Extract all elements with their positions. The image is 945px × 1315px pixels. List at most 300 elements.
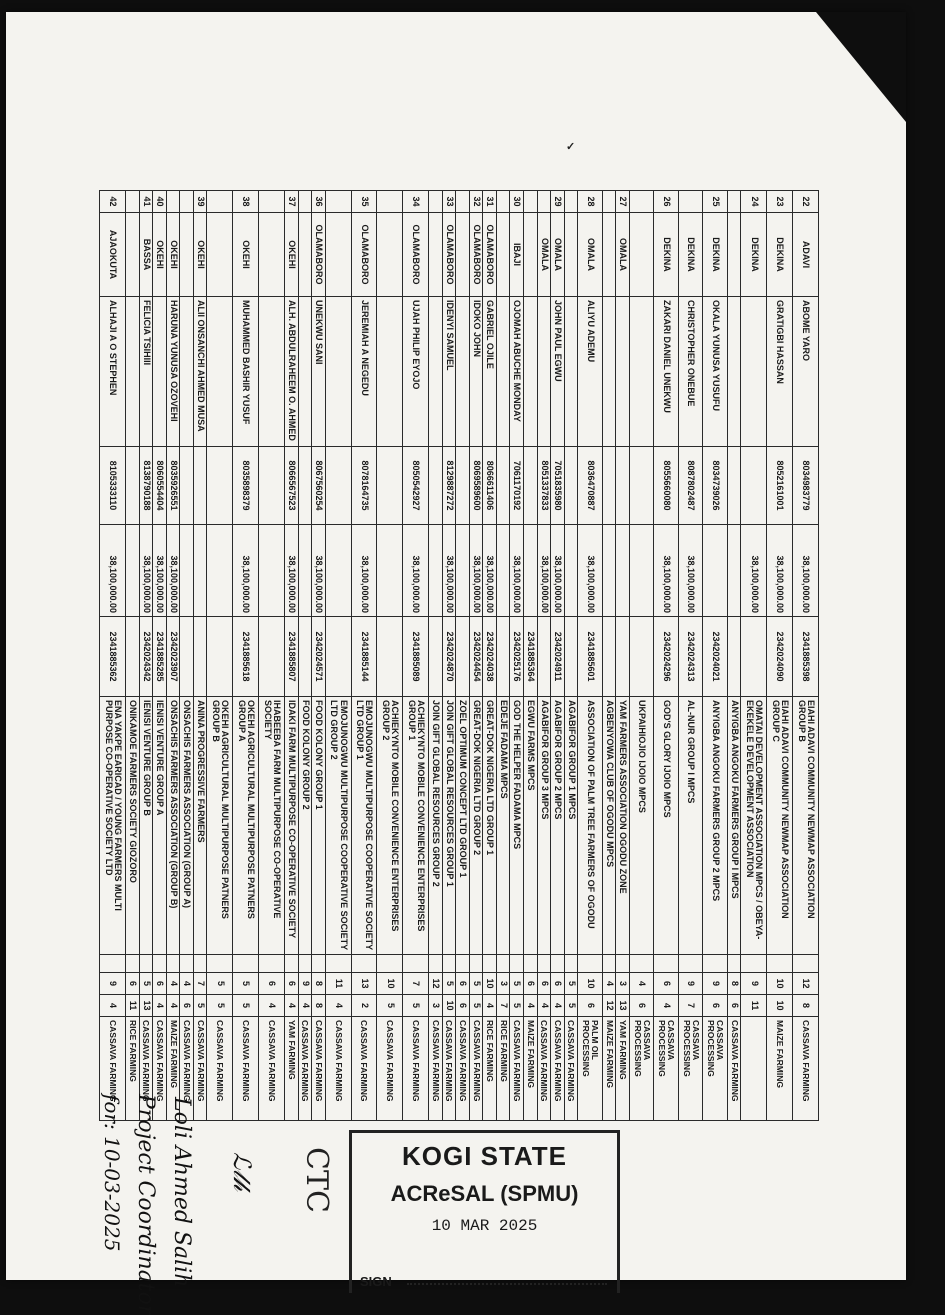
- id-cell: 2341885618: [233, 617, 259, 697]
- lga-cell: [180, 213, 194, 297]
- amount-cell: [259, 525, 285, 617]
- group-name-cell: GOD THE HELPER FADAMA MPCS: [510, 697, 524, 955]
- blank-cell: [537, 955, 551, 973]
- group-name-cell: YAM FARMERS ASSOCIATION OGODU ZONE: [616, 697, 630, 955]
- id-cell: 2341885089: [403, 617, 429, 697]
- table-row: [298, 191, 312, 1121]
- handwritten-title: Project Coordinator: [133, 1094, 158, 1315]
- men-count-cell: 5: [207, 973, 233, 995]
- amount-cell: 38,100,000.00: [793, 525, 819, 617]
- amount-cell: 38,100,000.00: [510, 525, 524, 617]
- id-cell: [298, 617, 312, 697]
- lga-cell: OKEHI: [285, 213, 299, 297]
- amount-cell: 38,100,000.00: [403, 525, 429, 617]
- women-count-cell: 11: [741, 995, 767, 1017]
- women-count-cell: 10: [767, 995, 793, 1017]
- men-count-cell: 10: [483, 973, 497, 995]
- lga-cell: [259, 213, 285, 297]
- men-count-cell: 9: [703, 973, 728, 995]
- blank-cell: [767, 955, 793, 973]
- amount-cell: [429, 525, 443, 617]
- men-count-cell: 8: [312, 973, 326, 995]
- men-count-cell: 5: [233, 973, 259, 995]
- group-name-cell: AGABIFOR GROUP 2 MPCS: [551, 697, 565, 955]
- id-cell: 2342023907: [166, 617, 180, 697]
- stamp-sign-label: SIGN: [360, 1274, 392, 1289]
- group-name-cell: IDAKI FARM MULTIPURPOSE CO-OPERATIVE SOCIETY: [285, 697, 299, 955]
- sn-cell: [259, 191, 285, 213]
- group-name-cell: AGABIFOR GROUP 3 MPCS: [537, 697, 551, 955]
- sn-cell: 26: [654, 191, 679, 213]
- group-name-cell: GREAT-DOK NIGERIA LTD GROUP 1: [483, 697, 497, 955]
- activity-cell: CASSAVA FARMING: [100, 1017, 126, 1121]
- group-name-cell: JOIN GIFT GLOBAL RESOURCES GROUP 1: [442, 697, 456, 955]
- sn-cell: 22: [793, 191, 819, 213]
- sn-cell: 32: [469, 191, 483, 213]
- phone-cell: [193, 447, 207, 525]
- phone-cell: [524, 447, 538, 525]
- amount-cell: 38,100,000.00: [578, 525, 603, 617]
- table-row: [285, 191, 299, 1121]
- id-cell: [741, 617, 767, 697]
- stamp-date: 10 MAR 2025: [431, 1217, 538, 1235]
- name-cell: ALIYU ADEMU: [578, 297, 603, 447]
- lga-cell: [325, 213, 351, 297]
- women-count-cell: 6: [703, 995, 728, 1017]
- table-body: [100, 191, 819, 1121]
- activity-cell: PALM OIL PROCESSING: [578, 1017, 603, 1121]
- phone-cell: [377, 447, 403, 525]
- women-count-cell: 5: [377, 995, 403, 1017]
- activity-cell: MAIZE FARMING: [602, 1017, 616, 1121]
- group-name-cell: EIAHI ADAVI COMMUNITY NEWMAP ASSOCIATION GROUP C: [767, 697, 793, 955]
- name-cell: HARUNA YUNUSA OZOVEHI: [166, 297, 180, 447]
- amount-cell: [180, 525, 194, 617]
- name-cell: ALHAJI A O STEPHEN: [100, 297, 126, 447]
- women-count-cell: 4: [166, 995, 180, 1017]
- phone-cell: 8034983779: [793, 447, 819, 525]
- id-cell: 2341885362: [100, 617, 126, 697]
- amount-cell: 38,100,000.00: [139, 525, 153, 617]
- amount-cell: [564, 525, 578, 617]
- activity-cell: CASSAVA FARMING: [727, 1017, 741, 1121]
- lga-cell: [126, 213, 140, 297]
- name-cell: [496, 297, 510, 447]
- sn-cell: [429, 191, 443, 213]
- blank-cell: [351, 955, 377, 973]
- group-name-cell: ANYIGBA ANGOKU FARMERS GROUP 2 MPCS: [703, 697, 728, 955]
- activity-cell: CASSAVA PROCESSING: [629, 1017, 654, 1121]
- id-cell: [602, 617, 616, 697]
- id-cell: [259, 617, 285, 697]
- activity-cell: CASSAVA FARMING: [456, 1017, 470, 1121]
- amount-cell: 38,100,000.00: [483, 525, 497, 617]
- lga-cell: [629, 213, 654, 297]
- activity-cell: RICE FARMING: [496, 1017, 510, 1121]
- phone-cell: 8034739026: [703, 447, 728, 525]
- id-cell: 2342024571: [312, 617, 326, 697]
- activity-cell: CASSAVA FARMING: [377, 1017, 403, 1121]
- blank-cell: [602, 955, 616, 973]
- name-cell: GRATIGBI HASSAN: [767, 297, 793, 447]
- group-name-cell: EDEJE FADAMA MPCS: [496, 697, 510, 955]
- id-cell: 2342024342: [139, 617, 153, 697]
- name-cell: [629, 297, 654, 447]
- activity-cell: MAIZE FARMING: [524, 1017, 538, 1121]
- phone-cell: [496, 447, 510, 525]
- blank-cell: [578, 955, 603, 973]
- table-row: [678, 191, 703, 1121]
- blank-cell: [298, 955, 312, 973]
- blank-cell: [100, 955, 126, 973]
- table-row: [139, 191, 153, 1121]
- men-count-cell: 5: [442, 973, 456, 995]
- women-count-cell: 5: [403, 995, 429, 1017]
- name-cell: [564, 297, 578, 447]
- id-cell: 2342024090: [767, 617, 793, 697]
- sn-cell: [678, 191, 703, 213]
- activity-cell: CASSAVA FARMING: [180, 1017, 194, 1121]
- activity-cell: CASSAVA FARMING: [469, 1017, 483, 1121]
- lga-cell: [298, 213, 312, 297]
- name-cell: ALII ONSANCHI AHMED MUSA: [193, 297, 207, 447]
- amount-cell: 38,100,000.00: [678, 525, 703, 617]
- table-row: [524, 191, 538, 1121]
- amount-cell: [377, 525, 403, 617]
- table-row: [537, 191, 551, 1121]
- women-count-cell: 3: [429, 995, 443, 1017]
- blank-cell: [166, 955, 180, 973]
- activity-cell: RICE FARMING: [483, 1017, 497, 1121]
- group-name-cell: ASSOCIATION OF PALM TREE FARMERS OF OGODU: [578, 697, 603, 955]
- lga-cell: OKEHI: [233, 213, 259, 297]
- name-cell: [126, 297, 140, 447]
- phone-cell: [616, 447, 630, 525]
- lga-cell: [727, 213, 741, 297]
- signature-scribble: ℒ𝓁𝒽: [228, 1152, 256, 1192]
- blank-cell: [442, 955, 456, 973]
- id-cell: [193, 617, 207, 697]
- sn-cell: 31: [483, 191, 497, 213]
- id-cell: 2342024313: [678, 617, 703, 697]
- amount-cell: [456, 525, 470, 617]
- table-row: [602, 191, 616, 1121]
- sn-cell: [166, 191, 180, 213]
- amount-cell: 38,100,000.00: [469, 525, 483, 617]
- blank-cell: [233, 955, 259, 973]
- group-name-cell: GREAT-DOK NIGERIA LTD GROUP 2: [469, 697, 483, 955]
- men-count-cell: 8: [727, 973, 741, 995]
- lga-cell: [564, 213, 578, 297]
- beneficiary-table-rotated: [99, 190, 819, 1120]
- table-row: [429, 191, 443, 1121]
- group-name-cell: OKEHI AGRICULTURAL MULTIPURPOSE PATNERS GROUP A: [233, 697, 259, 955]
- men-count-cell: 6: [537, 973, 551, 995]
- women-count-cell: 13: [139, 995, 153, 1017]
- sn-cell: [564, 191, 578, 213]
- sn-cell: 40: [153, 191, 167, 213]
- lga-cell: OLAMABORO: [351, 213, 377, 297]
- sn-cell: 28: [578, 191, 603, 213]
- sn-cell: 30: [510, 191, 524, 213]
- group-name-cell: ONSACHIS FARMERS ASSOCIATION (GROUP B): [166, 697, 180, 955]
- phone-cell: 8067560254: [312, 447, 326, 525]
- phone-cell: [298, 447, 312, 525]
- name-cell: ZAKARI DANIEL UNEKWU: [654, 297, 679, 447]
- men-count-cell: 5: [510, 973, 524, 995]
- activity-cell: CASSAVA FARMING: [351, 1017, 377, 1121]
- table-row: [180, 191, 194, 1121]
- lga-cell: DEKINA: [741, 213, 767, 297]
- lga-cell: OLAMABORO: [469, 213, 483, 297]
- sn-cell: 35: [351, 191, 377, 213]
- women-count-cell: 4: [153, 995, 167, 1017]
- activity-cell: CASSAVA FARMING: [207, 1017, 233, 1121]
- blank-cell: [524, 955, 538, 973]
- phone-cell: 7061170192: [510, 447, 524, 525]
- activity-cell: CASSAVA FARMING: [429, 1017, 443, 1121]
- blank-cell: [180, 955, 194, 973]
- activity-cell: CASSAVA FARMING: [564, 1017, 578, 1121]
- group-name-cell: IHABEEBA FARM MULTIPURPOSE CO-OPERATIVE SOCIETY: [259, 697, 285, 955]
- id-cell: 2342024296: [654, 617, 679, 697]
- id-cell: 2342024454: [469, 617, 483, 697]
- sn-cell: 37: [285, 191, 299, 213]
- amount-cell: [325, 525, 351, 617]
- id-cell: 2341885807: [285, 617, 299, 697]
- name-cell: ALH. ABDULRAHEEM O. AHMED: [285, 297, 299, 447]
- men-count-cell: 9: [678, 973, 703, 995]
- document-page: [6, 12, 906, 1315]
- sn-cell: [180, 191, 194, 213]
- lga-cell: OKEHI: [153, 213, 167, 297]
- amount-cell: [727, 525, 741, 617]
- group-name-cell: FOOD KOLONY GROUP 1: [312, 697, 326, 955]
- lga-cell: OKEHI: [166, 213, 180, 297]
- id-cell: [564, 617, 578, 697]
- lga-cell: IBAJI: [510, 213, 524, 297]
- phone-cell: 8066567523: [285, 447, 299, 525]
- lga-cell: AJAOKUTA: [100, 213, 126, 297]
- name-cell: FELICIA TSIHIII: [139, 297, 153, 447]
- men-count-cell: 10: [578, 973, 603, 995]
- group-name-cell: ZOEL OPTIMUM CONCEPT LTD GROUP 1: [456, 697, 470, 955]
- lga-cell: ADAVI: [793, 213, 819, 297]
- women-count-cell: 5: [469, 995, 483, 1017]
- group-name-cell: UKPAIHIOJIO IJOIO MPCS: [629, 697, 654, 955]
- lga-cell: [496, 213, 510, 297]
- id-cell: [537, 617, 551, 697]
- amount-cell: 38,100,000.00: [166, 525, 180, 617]
- id-cell: [180, 617, 194, 697]
- id-cell: 2341885364: [524, 617, 538, 697]
- men-count-cell: 4: [602, 973, 616, 995]
- phone-cell: 8069589600: [469, 447, 483, 525]
- name-cell: JEREMIAH A NEGEDU: [351, 297, 377, 447]
- phone-cell: [629, 447, 654, 525]
- blank-cell: [285, 955, 299, 973]
- women-count-cell: 4: [551, 995, 565, 1017]
- id-cell: [727, 617, 741, 697]
- table-row: [629, 191, 654, 1121]
- id-cell: [496, 617, 510, 697]
- lga-cell: OMALA: [537, 213, 551, 297]
- sn-cell: 39: [193, 191, 207, 213]
- id-cell: [377, 617, 403, 697]
- table-row: [100, 191, 126, 1121]
- table-row: [510, 191, 524, 1121]
- women-count-cell: 8: [793, 995, 819, 1017]
- lga-cell: OMALA: [578, 213, 603, 297]
- phone-cell: 8036470887: [578, 447, 603, 525]
- women-count-cell: 4: [325, 995, 351, 1017]
- phone-cell: 8087802487: [678, 447, 703, 525]
- phone-cell: 8138790188: [139, 447, 153, 525]
- men-count-cell: 5: [564, 973, 578, 995]
- id-cell: [126, 617, 140, 697]
- sn-cell: 34: [403, 191, 429, 213]
- women-count-cell: 10: [442, 995, 456, 1017]
- activity-cell: [741, 1017, 767, 1121]
- amount-cell: 38,100,000.00: [153, 525, 167, 617]
- sn-cell: 27: [616, 191, 630, 213]
- table-row: [193, 191, 207, 1121]
- blank-cell: [496, 955, 510, 973]
- id-cell: [325, 617, 351, 697]
- name-cell: [429, 297, 443, 447]
- name-cell: [727, 297, 741, 447]
- sn-cell: [456, 191, 470, 213]
- amount-cell: [602, 525, 616, 617]
- id-cell: [207, 617, 233, 697]
- group-name-cell: ACHIEKYNTO MOBILE CONVENIENCE ENTERPRISES GROUP 2: [377, 697, 403, 955]
- men-count-cell: 6: [259, 973, 285, 995]
- id-cell: 2342024911: [551, 617, 565, 697]
- phone-cell: [564, 447, 578, 525]
- phone-cell: [727, 447, 741, 525]
- amount-cell: 38,100,000.00: [551, 525, 565, 617]
- name-cell: UNEKWU SANI: [312, 297, 326, 447]
- activity-cell: CASSAVA FARMING: [510, 1017, 524, 1121]
- lga-cell: [602, 213, 616, 297]
- activity-cell: CASSAVA FARMING: [259, 1017, 285, 1121]
- blank-cell: [483, 955, 497, 973]
- amount-cell: 38,100,000.00: [654, 525, 679, 617]
- women-count-cell: 7: [678, 995, 703, 1017]
- blank-cell: [678, 955, 703, 973]
- women-count-cell: 5: [564, 995, 578, 1017]
- pen-mark: ✓: [566, 141, 576, 153]
- table-row: [741, 191, 767, 1121]
- men-count-cell: 7: [403, 973, 429, 995]
- phone-cell: [180, 447, 194, 525]
- amount-cell: [524, 525, 538, 617]
- men-count-cell: 10: [377, 973, 403, 995]
- group-name-cell: IENISI VENTURE GROUP A: [153, 697, 167, 955]
- amount-cell: 38,100,000.00: [285, 525, 299, 617]
- men-count-cell: 9: [100, 973, 126, 995]
- blank-cell: [126, 955, 140, 973]
- name-cell: [741, 297, 767, 447]
- lga-cell: [377, 213, 403, 297]
- name-cell: [325, 297, 351, 447]
- name-cell: CHRISTOPHER ONEBUE: [678, 297, 703, 447]
- women-count-cell: 4: [259, 995, 285, 1017]
- table-row: [578, 191, 603, 1121]
- name-cell: GABRIEL OJILE: [483, 297, 497, 447]
- men-count-cell: 6: [285, 973, 299, 995]
- blank-cell: [654, 955, 679, 973]
- name-cell: OJOMAH ABUCHE MONDAY: [510, 297, 524, 447]
- lga-cell: BASSA: [139, 213, 153, 297]
- phone-cell: 8129887272: [442, 447, 456, 525]
- amount-cell: [703, 525, 728, 617]
- lga-cell: [456, 213, 470, 297]
- phone-cell: [456, 447, 470, 525]
- blank-cell: [312, 955, 326, 973]
- group-name-cell: IENISI VENTURE GROUP B: [139, 697, 153, 955]
- lga-cell: DEKINA: [767, 213, 793, 297]
- amount-cell: 38,100,000.00: [537, 525, 551, 617]
- group-name-cell: GOD'S GLORY IJOIO MPCS: [654, 697, 679, 955]
- women-count-cell: 4: [483, 995, 497, 1017]
- phone-cell: [741, 447, 767, 525]
- table-row: [793, 191, 819, 1121]
- activity-cell: CASSAVA FARMING: [403, 1017, 429, 1121]
- phone-cell: 8035926551: [166, 447, 180, 525]
- table-row: [616, 191, 630, 1121]
- amount-cell: [616, 525, 630, 617]
- sn-cell: [727, 191, 741, 213]
- phone-cell: [126, 447, 140, 525]
- group-name-cell: EGWU FARMS MPCS: [524, 697, 538, 955]
- lga-cell: OMALA: [616, 213, 630, 297]
- group-name-cell: ONSACHIS FARMERS ASSOCIATION (GROUP A): [180, 697, 194, 955]
- id-cell: [616, 617, 630, 697]
- sn-cell: [298, 191, 312, 213]
- group-name-cell: ENA YAKPE EARICAD / YOUNG FARMERS MULTI PURPOSE CO-OPERATIVE SOCIETY LTD: [100, 697, 126, 955]
- group-name-cell: AL-NUR GROUP I MPCS: [678, 697, 703, 955]
- phone-cell: 8055660080: [654, 447, 679, 525]
- page-fold-corner: [816, 12, 906, 122]
- sn-cell: [524, 191, 538, 213]
- men-count-cell: 9: [741, 973, 767, 995]
- men-count-cell: 13: [351, 973, 377, 995]
- activity-cell: CASSAVA FARMING: [233, 1017, 259, 1121]
- men-count-cell: 4: [166, 973, 180, 995]
- women-count-cell: 6: [456, 995, 470, 1017]
- group-name-cell: EMOJUNOGWU MULTIPURPOSE COOPERATIVE SOCIETY LTD GROUP 2: [325, 697, 351, 955]
- activity-cell: YAM FARMING: [285, 1017, 299, 1121]
- men-count-cell: 5: [469, 973, 483, 995]
- name-cell: ABOME YARO: [793, 297, 819, 447]
- group-name-cell: ANYIGBA ANGOKU FARMERS GROUP I MPCS: [727, 697, 741, 955]
- sn-cell: 33: [442, 191, 456, 213]
- handwritten-date: for: 10-03-2025: [100, 1094, 124, 1252]
- activity-cell: CASSAVA FARMING: [537, 1017, 551, 1121]
- phone-cell: 7051835980: [551, 447, 565, 525]
- women-count-cell: 6: [629, 995, 654, 1017]
- id-cell: 2341885144: [351, 617, 377, 697]
- blank-cell: [325, 955, 351, 973]
- amount-cell: 38,100,000.00: [741, 525, 767, 617]
- sn-cell: [602, 191, 616, 213]
- group-name-cell: ANINA PROGRESSIVE FARMERS: [193, 697, 207, 955]
- men-count-cell: 9: [298, 973, 312, 995]
- blank-cell: [629, 955, 654, 973]
- amount-cell: [629, 525, 654, 617]
- activity-cell: CASSAVA FARMING: [193, 1017, 207, 1121]
